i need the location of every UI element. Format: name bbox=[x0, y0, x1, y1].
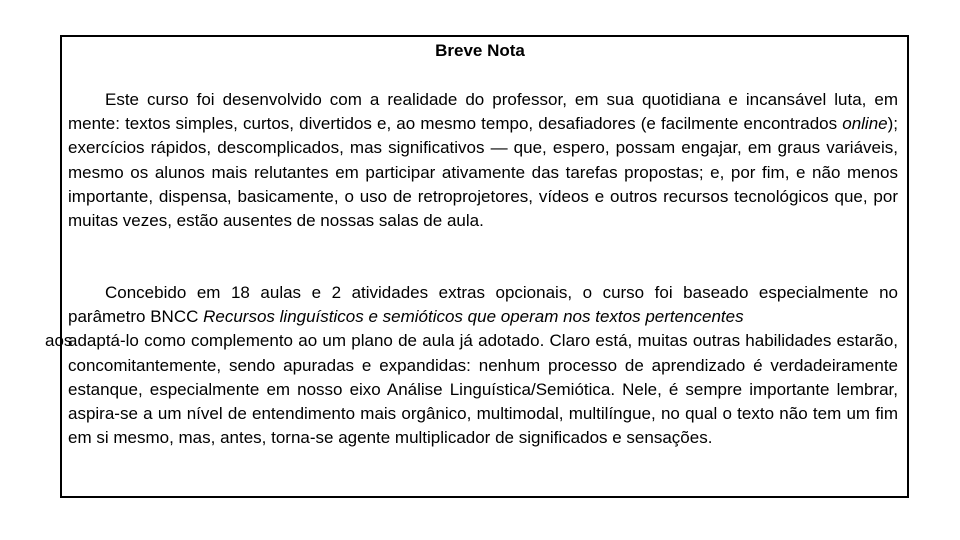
paragraph-2-text-b: adaptá-lo como complemento ao um plano de aula já adotado. Claro está, muitas outras habilidades estarão, concomitantemente, sendo apuradas e expandidas: nenhum processo de aprendizado é verdadeiramente estanque, especialmente em nosso eixo Análise Linguística/Semiótica. Nele, é sempre importante lembrar, aspira-se a um nível de entendimento mais orgânico, multimodal, multilíngue, no qual o texto não tem um fim em si mesmo, mas, antes, torna-se agente multiplicador de significados e sensações. bbox=[68, 331, 898, 448]
paragraph-1-italic-a: online bbox=[842, 114, 888, 134]
paragraph-1-text-b: ); exercícios rápidos, descomplicados, mas significativos — que, espero, possam engajar, em graus variáveis, mesmo os alunos mais relutantes em participar ativamente das tarefas propostas; e, por fim, e não menos importante, dispensa, basicamente, o uso de retroprojetores, vídeos e outros recursos tecnológicos que, por muitas vezes, estão ausentes de nossas salas de aula. bbox=[68, 114, 898, 231]
paragraph-1-text-a: Este curso foi desenvolvido com a realidade do professor, em sua quotidiana e incansável luta, em mente: textos simples, curtos, divertidos e, ao mesmo tempo, desafiadores (e facilmente encontrados bbox=[68, 90, 898, 134]
note-title: Breve Nota bbox=[435, 41, 525, 60]
overlapping-text-fragment: aos bbox=[45, 331, 73, 350]
paragraph-2 bbox=[68, 281, 898, 450]
paragraph-2-italic-a: Recursos linguísticos e semióticos que operam nos textos pertencentes bbox=[203, 307, 744, 327]
paragraph-1 bbox=[68, 88, 898, 233]
paragraph-2-text-a: Concebido em 18 aulas e 2 atividades extras opcionais, o curso foi baseado especialmente no parâmetro BNCC bbox=[68, 283, 898, 327]
